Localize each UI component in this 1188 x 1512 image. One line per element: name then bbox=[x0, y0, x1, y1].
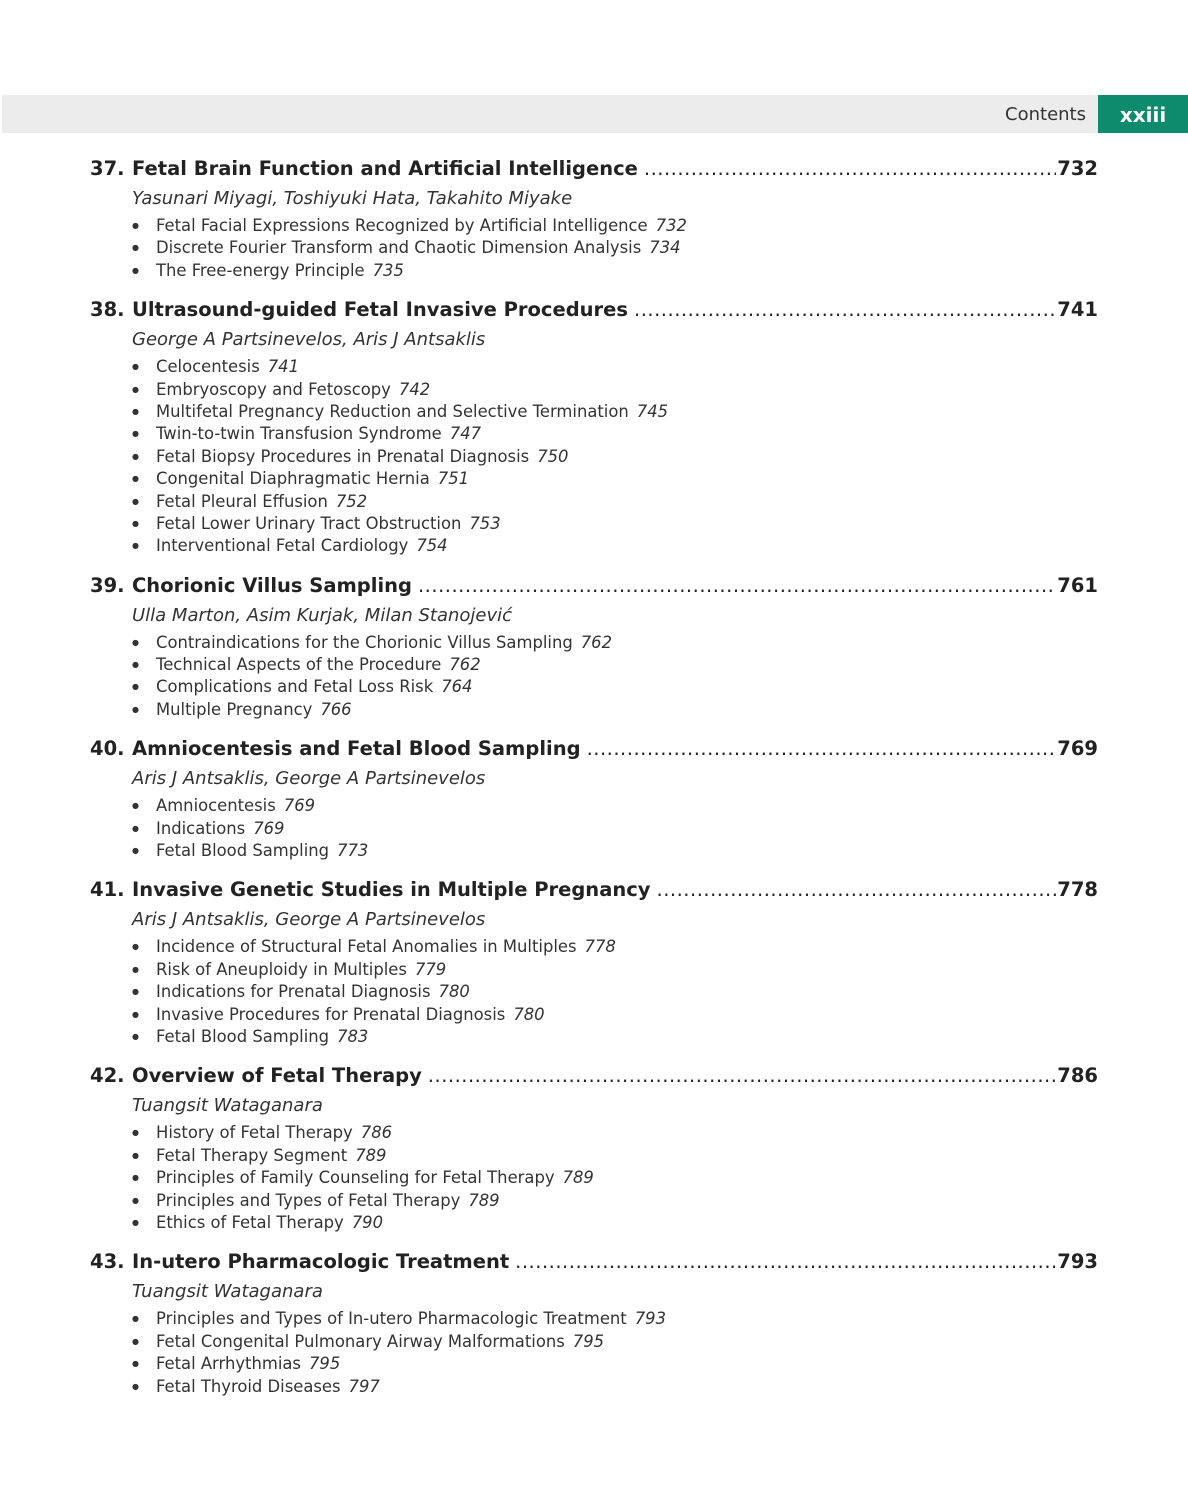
bullet-icon: ● bbox=[132, 265, 139, 275]
topic-title: Principles and Types of Fetal Therapy bbox=[156, 1190, 461, 1210]
bullet-icon: ● bbox=[132, 1314, 139, 1324]
topic-item[interactable] bbox=[132, 356, 1098, 378]
bullet-icon: ● bbox=[132, 1031, 139, 1041]
topic-page: 762 bbox=[580, 632, 613, 652]
bullet-icon: ● bbox=[132, 801, 139, 811]
topic-item[interactable] bbox=[132, 936, 1098, 958]
topic-page: 753 bbox=[469, 513, 501, 533]
topic-item[interactable] bbox=[132, 1353, 1098, 1375]
topic-title: Embryoscopy and Fetoscopy bbox=[156, 379, 391, 399]
topic-title: Contraindications for the Chorionic Villus Sampling bbox=[156, 632, 573, 652]
dot-leader bbox=[634, 298, 1056, 321]
chapter-title: Chorionic Villus Sampling bbox=[132, 573, 412, 597]
topic-item[interactable] bbox=[132, 468, 1098, 490]
bullet-icon: ● bbox=[132, 541, 139, 551]
bullet-icon: ● bbox=[132, 704, 139, 714]
topic-title: Fetal Therapy Segment bbox=[156, 1145, 348, 1165]
topic-title: Indications bbox=[156, 818, 246, 838]
chapter-page: 761 bbox=[1057, 573, 1098, 597]
dot-leader bbox=[515, 1250, 1056, 1273]
topic-page: 762 bbox=[449, 655, 481, 675]
bullet-icon: ● bbox=[132, 362, 139, 372]
topic-page: 786 bbox=[360, 1123, 393, 1143]
chapter-title: Invasive Genetic Studies in Multiple Pregnancy bbox=[132, 878, 651, 902]
topic-item[interactable] bbox=[132, 654, 1098, 676]
chapter-entry bbox=[90, 737, 1098, 862]
bullet-icon: ● bbox=[132, 660, 139, 670]
topic-item[interactable] bbox=[132, 1212, 1098, 1234]
chapter-page: 769 bbox=[1057, 737, 1098, 761]
chapter-number: 43. bbox=[90, 1250, 125, 1274]
bullet-icon: ● bbox=[132, 1173, 139, 1183]
bullet-icon: ● bbox=[132, 1009, 139, 1019]
topic-item[interactable] bbox=[132, 959, 1098, 981]
topic-item[interactable] bbox=[132, 1190, 1098, 1212]
topic-page: 795 bbox=[572, 1331, 605, 1351]
topic-title: History of Fetal Therapy bbox=[156, 1123, 353, 1143]
topic-title: Discrete Fourier Transform and Chaotic Dimension Analysis bbox=[156, 238, 642, 258]
dot-leader bbox=[657, 878, 1057, 901]
bullet-icon: ● bbox=[132, 406, 139, 416]
bullet-icon: ● bbox=[132, 518, 139, 528]
bullet-icon: ● bbox=[132, 964, 139, 974]
topic-page: 769 bbox=[283, 796, 316, 816]
running-header bbox=[2, 95, 1188, 133]
topic-title: Interventional Fetal Cardiology bbox=[156, 536, 409, 556]
topic-page: 766 bbox=[320, 699, 352, 719]
topic-item[interactable] bbox=[132, 379, 1098, 401]
chapter-heading[interactable] bbox=[90, 298, 1098, 326]
topic-title: Incidence of Structural Fetal Anomalies in Multiples bbox=[156, 937, 577, 957]
topic-title: Ethics of Fetal Therapy bbox=[156, 1212, 344, 1232]
table-of-contents bbox=[90, 157, 1098, 1414]
topic-list bbox=[132, 356, 1098, 558]
topic-item[interactable] bbox=[132, 1376, 1098, 1398]
topic-list bbox=[132, 936, 1098, 1048]
chapter-authors: Tuangsit Wataganara bbox=[132, 1281, 323, 1303]
topic-title: Fetal Facial Expressions Recognized by Artificial Intelligence bbox=[156, 216, 648, 235]
topic-page: 789 bbox=[562, 1168, 594, 1188]
topic-page: 793 bbox=[634, 1309, 667, 1329]
bullet-icon: ● bbox=[132, 451, 139, 461]
topic-title: Technical Aspects of the Procedure bbox=[156, 655, 442, 675]
chapter-page: 778 bbox=[1057, 878, 1098, 902]
topic-title: Fetal Pleural Effusion bbox=[156, 491, 328, 511]
bullet-icon: ● bbox=[132, 1336, 139, 1346]
chapter-entry bbox=[90, 574, 1098, 722]
chapter-title: Overview of Fetal Therapy bbox=[132, 1064, 422, 1088]
topic-title: Fetal Arrhythmias bbox=[156, 1354, 301, 1374]
chapter-page: 793 bbox=[1057, 1250, 1098, 1274]
topic-page: 735 bbox=[372, 260, 404, 280]
topic-item[interactable] bbox=[132, 423, 1098, 445]
chapter-authors: Tuangsit Wataganara bbox=[132, 1095, 323, 1117]
chapter-heading[interactable] bbox=[90, 1250, 1098, 1278]
bullet-icon: ● bbox=[132, 429, 139, 439]
topic-page: 790 bbox=[351, 1212, 384, 1232]
topic-item[interactable] bbox=[132, 795, 1098, 817]
chapter-entry bbox=[90, 1064, 1098, 1234]
topic-title: Congenital Diaphragmatic Hernia bbox=[156, 469, 430, 489]
topic-title: Risk of Aneuploidy in Multiples bbox=[156, 959, 407, 979]
topic-item[interactable] bbox=[132, 446, 1098, 468]
topic-item[interactable] bbox=[132, 1026, 1098, 1048]
topic-title: Twin-to-twin Transfusion Syndrome bbox=[156, 424, 442, 444]
topic-page: 789 bbox=[468, 1190, 500, 1210]
topic-title: Invasive Procedures for Prenatal Diagnosis bbox=[156, 1004, 506, 1024]
topic-item[interactable] bbox=[132, 1004, 1098, 1026]
topic-item[interactable] bbox=[132, 401, 1098, 423]
topic-page: 747 bbox=[449, 424, 482, 444]
topic-page: 732 bbox=[655, 216, 687, 235]
topic-page: 779 bbox=[414, 959, 447, 979]
chapter-entry bbox=[90, 878, 1098, 1048]
header-label: Contents bbox=[1005, 104, 1086, 125]
chapter-authors: Aris J Antsaklis, George A Partsinevelos bbox=[132, 909, 486, 931]
topic-item[interactable] bbox=[132, 840, 1098, 862]
topic-title: Multifetal Pregnancy Reduction and Selective Termination bbox=[156, 401, 629, 421]
topic-title: Principles and Types of In-utero Pharmacologic Treatment bbox=[156, 1309, 627, 1329]
bullet-icon: ● bbox=[132, 1381, 139, 1391]
bullet-icon: ● bbox=[132, 682, 139, 692]
dot-leader bbox=[587, 737, 1057, 760]
bullet-icon: ● bbox=[132, 942, 139, 952]
chapter-number: 39. bbox=[90, 573, 125, 597]
topic-item[interactable] bbox=[132, 237, 1098, 259]
topic-page: 783 bbox=[337, 1026, 369, 1046]
topic-title: Multiple Pregnancy bbox=[156, 699, 313, 719]
topic-item[interactable] bbox=[132, 491, 1098, 513]
dot-leader bbox=[644, 157, 1056, 180]
topic-list bbox=[132, 1308, 1098, 1398]
chapter-heading[interactable] bbox=[90, 157, 1098, 185]
bullet-icon: ● bbox=[132, 496, 139, 506]
topic-page: 751 bbox=[437, 469, 470, 489]
dot-leader bbox=[418, 574, 1056, 597]
topic-item[interactable] bbox=[132, 1167, 1098, 1189]
bullet-icon: ● bbox=[132, 474, 139, 484]
chapter-number: 40. bbox=[90, 737, 125, 761]
bullet-icon: ● bbox=[132, 637, 139, 647]
topic-title: Fetal Blood Sampling bbox=[156, 841, 330, 861]
chapter-title: Amniocentesis and Fetal Blood Sampling bbox=[132, 737, 581, 761]
chapter-heading[interactable] bbox=[90, 878, 1098, 906]
topic-title: The Free-energy Principle bbox=[156, 260, 365, 280]
chapter-title: Fetal Brain Function and Artificial Intelligence bbox=[132, 157, 638, 180]
bullet-icon: ● bbox=[132, 1195, 139, 1205]
page-number-box bbox=[1098, 95, 1188, 133]
chapter-title: In-utero Pharmacologic Treatment bbox=[132, 1250, 510, 1274]
topic-title: Indications for Prenatal Diagnosis bbox=[156, 982, 431, 1002]
chapter-entry bbox=[90, 1250, 1098, 1398]
topic-page: 780 bbox=[513, 1004, 545, 1024]
topic-page: 795 bbox=[308, 1354, 341, 1374]
topic-page: 778 bbox=[584, 937, 616, 957]
topic-item[interactable] bbox=[132, 1308, 1098, 1330]
topic-list bbox=[132, 215, 1098, 282]
bullet-icon: ● bbox=[132, 1217, 139, 1227]
topic-page: 764 bbox=[441, 677, 473, 697]
chapter-entry bbox=[90, 157, 1098, 282]
topic-item[interactable] bbox=[132, 981, 1098, 1003]
bullet-icon: ● bbox=[132, 823, 139, 833]
chapter-page: 786 bbox=[1057, 1064, 1098, 1088]
chapter-authors: George A Partsinevelos, Aris J Antsaklis bbox=[132, 329, 486, 351]
topic-page: 741 bbox=[267, 357, 300, 377]
chapter-number: 37. bbox=[90, 157, 125, 180]
bullet-icon: ● bbox=[132, 1128, 139, 1138]
topic-list bbox=[132, 795, 1098, 862]
topic-page: 754 bbox=[416, 536, 448, 556]
chapter-authors: Ulla Marton, Asim Kurjak, Milan Stanojević bbox=[132, 604, 513, 626]
bullet-icon: ● bbox=[132, 384, 139, 394]
topic-page: 780 bbox=[438, 982, 470, 1002]
chapter-authors: Yasunari Miyagi, Toshiyuki Hata, Takahito Miyake bbox=[132, 188, 573, 209]
chapter-entry bbox=[90, 298, 1098, 558]
page-number: xxiii bbox=[1119, 103, 1167, 127]
bullet-icon: ● bbox=[132, 987, 139, 997]
bullet-icon: ● bbox=[132, 221, 139, 230]
topic-title: Fetal Congenital Pulmonary Airway Malformations bbox=[156, 1331, 565, 1351]
chapter-heading[interactable] bbox=[90, 1064, 1098, 1092]
topic-page: 752 bbox=[335, 491, 368, 511]
chapter-authors: Aris J Antsaklis, George A Partsinevelos bbox=[132, 768, 486, 790]
topic-title: Fetal Lower Urinary Tract Obstruction bbox=[156, 513, 462, 533]
topic-page: 734 bbox=[649, 238, 681, 258]
bullet-icon: ● bbox=[132, 1359, 139, 1369]
chapter-heading[interactable] bbox=[90, 737, 1098, 765]
dot-leader bbox=[428, 1064, 1056, 1087]
topic-item[interactable] bbox=[132, 260, 1098, 282]
topic-item[interactable] bbox=[132, 513, 1098, 535]
bullet-icon: ● bbox=[132, 243, 139, 253]
topic-page: 773 bbox=[337, 841, 369, 861]
topic-list bbox=[132, 1122, 1098, 1234]
topic-item[interactable] bbox=[132, 676, 1098, 698]
topic-title: Fetal Biopsy Procedures in Prenatal Diagnosis bbox=[156, 446, 530, 466]
topic-item[interactable] bbox=[132, 1145, 1098, 1167]
chapter-number: 38. bbox=[90, 298, 125, 322]
topic-page: 789 bbox=[355, 1145, 387, 1165]
topic-title: Complications and Fetal Loss Risk bbox=[156, 677, 434, 697]
chapter-number: 42. bbox=[90, 1064, 125, 1088]
topic-item[interactable] bbox=[132, 1331, 1098, 1353]
chapter-number: 41. bbox=[90, 878, 125, 902]
topic-item[interactable] bbox=[132, 632, 1098, 654]
topic-item[interactable] bbox=[132, 699, 1098, 721]
bullet-icon: ● bbox=[132, 846, 139, 856]
topic-title: Fetal Blood Sampling bbox=[156, 1026, 330, 1046]
chapter-page: 741 bbox=[1057, 298, 1098, 322]
chapter-title: Ultrasound-guided Fetal Invasive Procedures bbox=[132, 298, 629, 322]
chapter-heading[interactable] bbox=[90, 574, 1098, 602]
topic-title: Principles of Family Counseling for Fetal Therapy bbox=[156, 1168, 555, 1188]
topic-page: 797 bbox=[348, 1376, 380, 1396]
topic-list bbox=[132, 632, 1098, 722]
topic-page: 742 bbox=[398, 379, 431, 399]
topic-page: 750 bbox=[537, 446, 569, 466]
topic-title: Celocentesis bbox=[156, 357, 260, 377]
topic-title: Amniocentesis bbox=[156, 796, 276, 816]
bullet-icon: ● bbox=[132, 1150, 139, 1160]
topic-item[interactable] bbox=[132, 215, 1098, 237]
topic-item[interactable] bbox=[132, 535, 1098, 557]
topic-item[interactable] bbox=[132, 1122, 1098, 1144]
topic-page: 769 bbox=[253, 818, 285, 838]
topic-title: Fetal Thyroid Diseases bbox=[156, 1376, 341, 1396]
topic-page: 745 bbox=[636, 401, 669, 421]
chapter-page: 732 bbox=[1057, 157, 1098, 180]
topic-item[interactable] bbox=[132, 818, 1098, 840]
